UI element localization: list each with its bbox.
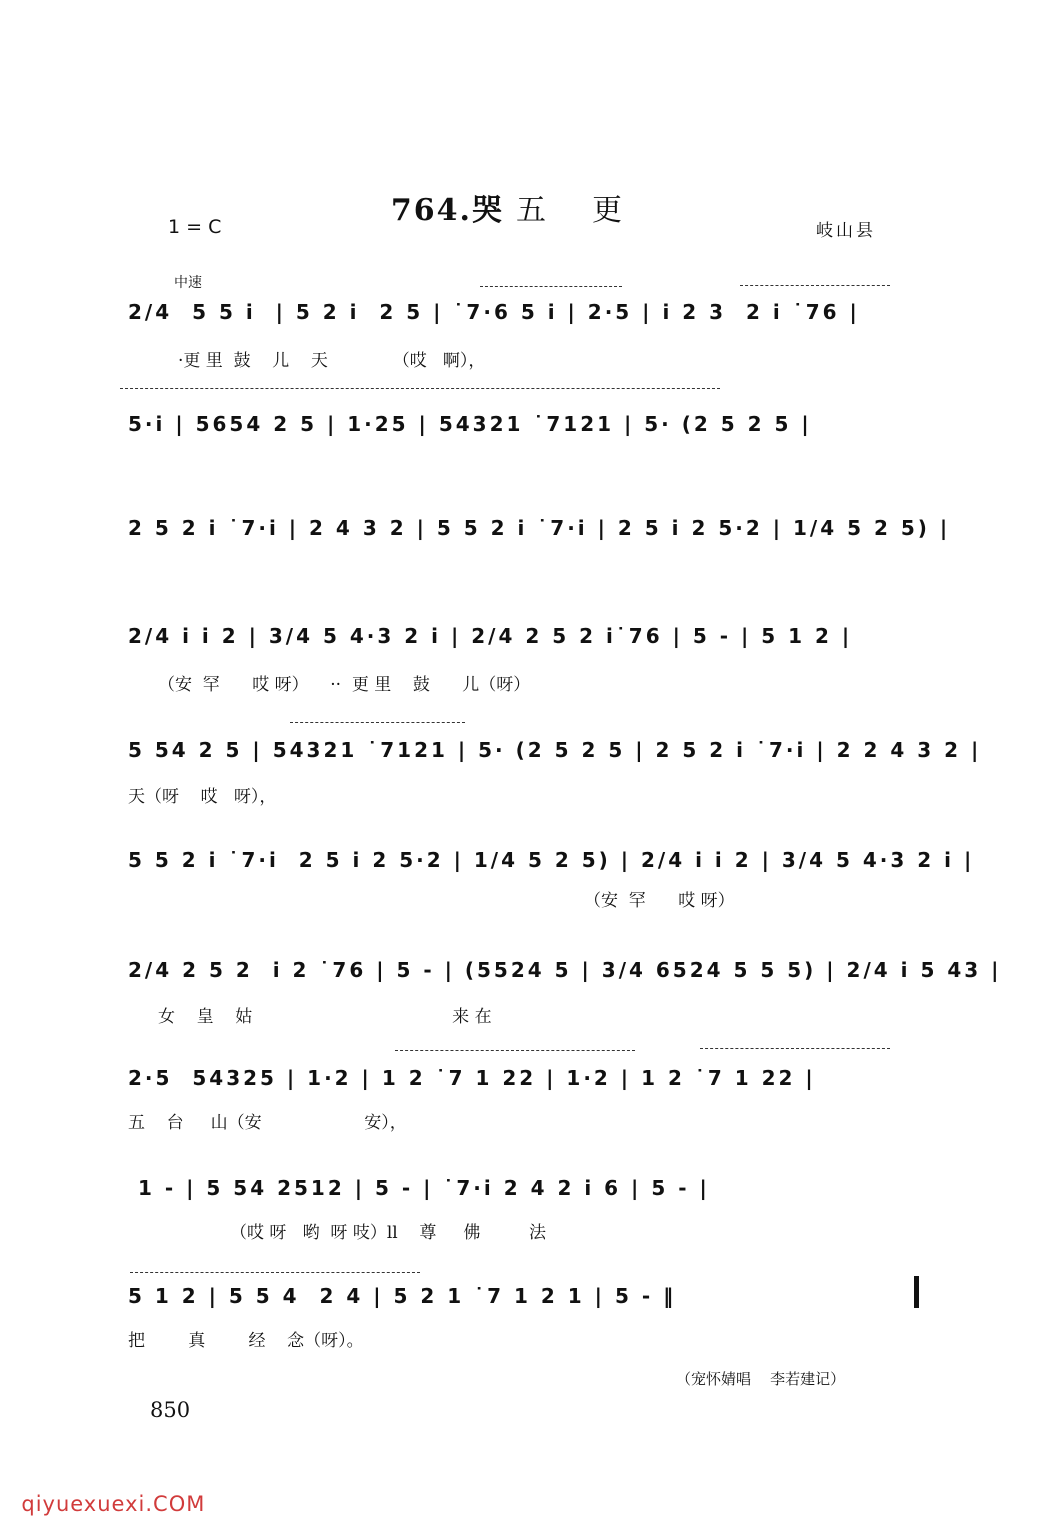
watermark-text: qiyuexuexi.COM (21, 1492, 206, 1516)
notation-system-1: 2/4 5 5 i | 5 2 i 2 5 | ˙7·6 5 i | 2·5 | i 2 3 2 i ˙76 | (128, 300, 860, 324)
notation-system-6: 5 5 2 i ˙7·i 2 5 i 2 5·2 | 1/4 5 2 5) | 2/4 i i 2 | 3/4 5 4·3 2 i | (128, 848, 975, 872)
slur-line (290, 722, 465, 723)
notation-system-10: 5 1 2 | 5 5 4 2 4 | 5 2 1 ˙7 1 2 1 | 5 - ‖ (128, 1284, 677, 1308)
lyrics-system-5: 天（呀 哎 呀）， (128, 787, 277, 807)
notation-system-5: 5 54 2 5 | 54321 ˙7121 | 5· (2 5 2 5 | 2 5 2 i ˙7·i | 2 2 4 3 2 | (128, 738, 982, 762)
slur-line (700, 1048, 890, 1049)
performer-credit: （宠怀婧唱 李若建记） (676, 1370, 846, 1388)
final-barline (914, 1276, 919, 1308)
slur-line (740, 285, 890, 286)
lyrics-system-8: 五 台 山（安 安）， (128, 1113, 407, 1133)
title-text-2: 五更 (515, 193, 668, 228)
title-text-1: 哭 (471, 193, 504, 228)
tempo-marking: 中速 (174, 275, 202, 291)
lyrics-system-1: ·更 里 鼓 儿 天 （哎 啊）， (178, 351, 486, 371)
notation-system-3: 2 5 2 i ˙7·i | 2 4 3 2 | 5 5 2 i ˙7·i | 2 5 i 2 5·2 | 1/4 5 2 5) | (128, 516, 951, 540)
slur-line (395, 1050, 635, 1051)
notation-system-9: 1 - | 5 54 2512 | 5 - | ˙7·i 2 4 2 i 6 | 5 - | (138, 1176, 710, 1200)
notation-system-4: 2/4 i i 2 | 3/4 5 4·3 2 i | 2/4 2 5 2 i˙76 | 5 - | 5 1 2 | (128, 624, 853, 648)
notation-system-7: 2/4 2 5 2 i 2 ˙76 | 5 - | (5524 5 | 3/4 6524 5 5 5) | 2/4 i 5 43 | (128, 958, 1002, 982)
lyrics-system-9: （哎 呀 哟 呀 吱）ll 尊 佛 法 (230, 1223, 546, 1243)
region-label: 岐山县 (816, 221, 876, 241)
page-number: 850 (150, 1398, 191, 1422)
slur-line (120, 388, 720, 389)
notation-system-8: 2·5 54325 | 1·2 | 1 2 ˙7 1 22 | 1·2 | 1 2 ˙7 1 22 | (128, 1066, 816, 1090)
notation-system-2: 5·i | 5654 2 5 | 1·25 | 54321 ˙7121 | 5· (2 5 2 5 | (128, 412, 812, 436)
key-signature: 1 = C (168, 216, 222, 238)
lyrics-system-6: （安 罕 哎 呀） (584, 891, 735, 911)
slur-line (130, 1272, 420, 1273)
lyrics-system-10: 把 真 经 念（呀）。 (128, 1331, 364, 1351)
lyrics-system-4: （安 罕 哎 呀） ·· 更 里 鼓 儿（呀） (158, 675, 531, 695)
song-title (366, 150, 668, 229)
title-number: 764. (390, 193, 472, 228)
site-watermark (6, 1468, 205, 1516)
lyrics-system-7: 女 皇 姑 来 在 (158, 1007, 492, 1027)
slur-line (480, 286, 622, 287)
